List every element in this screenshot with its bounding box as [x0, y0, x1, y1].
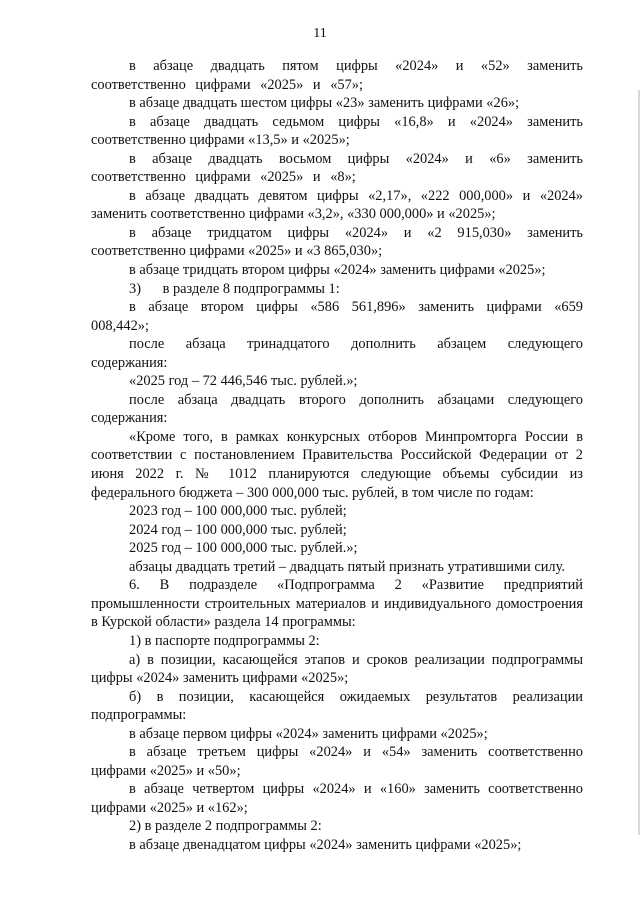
paragraph: в абзаце первом цифры «2024» заменить цифрами «2025»; [129, 725, 488, 742]
paragraph: в абзаце тридцатом цифры «2024» и «2 915,030» заменить соответственно цифрами «2025» и «3 865,030»; [91, 224, 583, 260]
paragraph: после абзаца двадцать второго дополнить абзацами следующего содержания: [91, 391, 583, 427]
document-body [91, 57, 583, 855]
page-number: 11 [313, 26, 327, 41]
paragraph: в абзаце двадцать шестом цифры «23» заменить цифрами «26»; [129, 95, 520, 112]
paragraph: б) в позиции, касающейся ожидаемых результатов реализации подпрограммы: [91, 688, 583, 724]
paragraph: «2025 год – 72 446,546 тыс. рублей.»; [129, 373, 358, 390]
paragraph: в абзаце двадцать пятом цифры «2024» и «52» заменить соответственно цифрами «2025» и «57»; [91, 58, 583, 93]
paragraph: а) в позиции, касающейся этапов и сроков реализации подпрограммы цифры «2024» заменить цифрами «2025»; [91, 651, 583, 687]
paragraph: в абзаце четвертом цифры «2024» и «160» заменить соответственно цифрами «2025» и «162»; [91, 781, 583, 816]
paragraph: в абзаце тридцать втором цифры «2024» заменить цифрами «2025»; [129, 262, 546, 279]
paragraph: 2025 год – 100 000,000 тыс. рублей.»; [129, 540, 358, 557]
paragraph: в абзаце третьем цифры «2024» и «54» заменить соответственно цифрами «2025» и «50»; [91, 744, 583, 779]
paragraph: в абзаце двенадцатом цифры «2024» заменить цифрами «2025»; [129, 836, 522, 853]
paragraph: в абзаце двадцать седьмом цифры «16,8» и «2024» заменить соответственно цифрами «13,5» и «2025»; [91, 113, 583, 149]
paragraph: абзацы двадцать третий – двадцать пятый признать утратившими силу. [129, 558, 565, 575]
paragraph: 2024 год – 100 000,000 тыс. рублей; [129, 521, 347, 538]
paragraph: в абзаце двадцать девятом цифры «2,17», «222 000,000» и «2024» заменить соответственно цифрами «3,2», «330 000,000» и «2025»; [91, 187, 583, 223]
paragraph: 1) в паспорте подпрограммы 2: [129, 632, 320, 649]
section-paragraph: 6. В подразделе «Подпрограмма 2 «Развитие предприятий промышленности строительных материалов и индивидуального домостроения в Курской области» раздела 14 программы: [91, 577, 583, 631]
paragraph: в абзаце двадцать восьмом цифры «2024» и «6» заменить соответственно цифрами «2025» и «8»; [91, 150, 583, 186]
quote-paragraph: «Кроме того, в рамках конкурсных отборов Минпромторга России в соответствии с постановлением Правительства Российской Федерации от 2 июня 2022 г. № 1012 планируются следующие объемы субсидии из федерального бюджета – 300 000,000 тыс. рублей, в том числе по годам: [91, 428, 583, 501]
paragraph: 3) в разделе 8 подпрограммы 1: [129, 280, 340, 297]
paragraph: после абзаца тринадцатого дополнить абзацем следующего содержания: [91, 336, 583, 371]
paragraph: 2) в разделе 2 подпрограммы 2: [129, 818, 322, 835]
paragraph: в абзаце втором цифры «586 561,896» заменить цифрами «659 008,442»; [91, 299, 583, 334]
paragraph: 2023 год – 100 000,000 тыс. рублей; [129, 503, 347, 520]
